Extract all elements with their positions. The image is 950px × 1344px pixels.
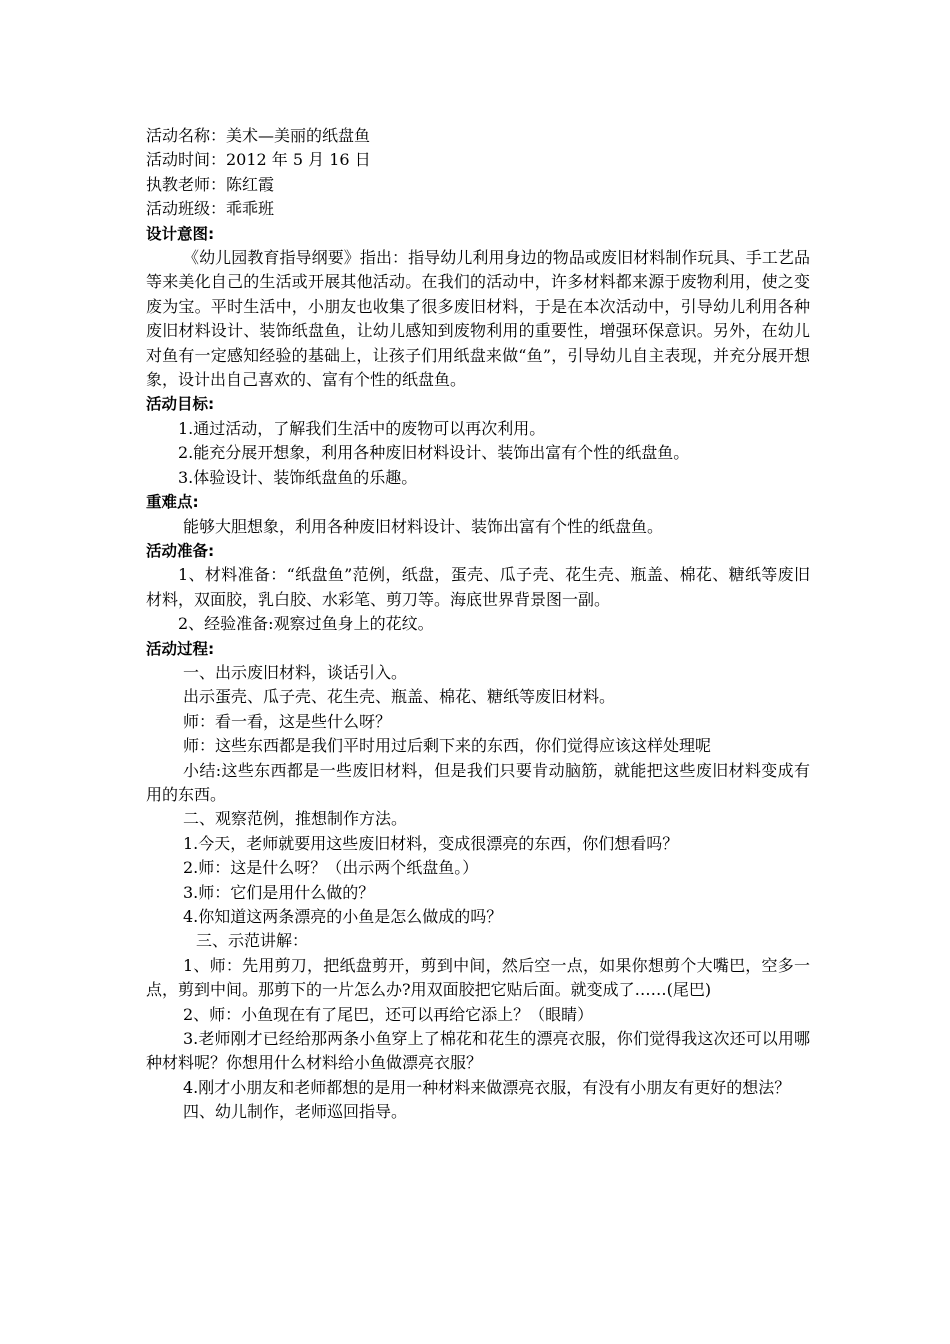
activity-teacher: 执教老师：陈红霞 [146,174,275,194]
step1-line: 师：这些东西都是我们平时用过后剩下来的东西，你们觉得应该这样处理呢 [183,736,712,756]
process-heading: 活动过程: [146,639,215,658]
step3-paragraph: 2、师：小鱼现在有了尾巴，还可以再给它添上？（眼睛） [183,1004,594,1024]
step3-title: 三、示范讲解： [196,931,309,951]
step2-line: 3.师：它们是用什么做的？ [183,882,375,902]
design-text: 《幼儿园教育指导纲要》指出：指导幼儿利用身边的物品或废旧材料制作玩具、手工艺品等来美化自己的生活或开展其他活动。在我们的活动中，许多材料都来源于废物利用，使之变废为宝。平时生活中，小朋友也收集了很多废旧材料，于是在本次活动中，引导幼儿利用各种废旧材料设计、装饰纸盘鱼，让幼儿感知到废物利用的重要性，增强环保意识。另外，在幼儿对鱼有一定感知经验的基础上，让孩子们用纸盘来做“鱼”，引导幼儿自主表现，并充分展开想象，设计出自己喜欢的、富有个性的纸盘鱼。 [146,248,810,390]
step1-line: 师：看一看，这是些什么呀？ [183,711,392,731]
activity-class: 活动班级：乖乖班 [146,199,275,219]
document-page [146,124,810,1125]
step3-paragraph: 3.老师刚才已经给那两条小鱼穿上了棉花和花生的漂亮衣服，你们觉得我这次还可以用哪种材料呢？你想用什么材料给小鱼做漂亮衣服？ [146,1029,810,1073]
step3-paragraph: 1、师：先用剪刀，把纸盘剪开，剪到中间，然后空一点，如果你想剪个大嘴巴，空多一点，剪到中间。那剪下的一片怎么办?用双面胶把它贴后面。就变成了……(尾巴) [146,955,810,1000]
activity-name: 活动名称：美术—美丽的纸盘鱼 [146,126,371,145]
step2-line: 4.你知道这两条漂亮的小鱼是怎么做成的吗？ [183,907,503,926]
step4-title: 四、幼儿制作，老师巡回指导。 [183,1102,408,1122]
step1-summary: 小结:这些东西都是一些废旧材料，但是我们只要肯动脑筋，就能把这些废旧材料变成有用的东西。 [146,760,810,804]
goal-item: 3.体验设计、装饰纸盘鱼的乐趣。 [178,467,418,487]
activity-time: 活动时间：2012 年 5 月 16 日 [146,150,371,170]
step1-title: 一、出示废旧材料，谈话引入。 [183,662,408,682]
step1-line: 出示蛋壳、瓜子壳、花生壳、瓶盖、棉花、糖纸等废旧材料。 [183,687,616,707]
step2-line: 1.今天，老师就要用这些废旧材料，变成很漂亮的东西，你们想看吗？ [183,833,679,853]
step2-title: 二、观察范例，推想制作方法。 [183,809,408,829]
goal-item: 2.能充分展开想象，利用各种废旧材料设计、装饰出富有个性的纸盘鱼。 [178,443,690,463]
goal-item: 1.通过活动，了解我们生活中的废物可以再次利用。 [178,418,546,438]
prep-material: 1、材料准备：“纸盘鱼”范例，纸盘，蛋壳、瓜子壳、花生壳、瓶盖、棉花、糖纸等废旧材料，双面胶，乳白胶、水彩笔、剪刀等。海底世界背景图一副。 [146,565,810,609]
prep-experience: 2、经验准备:观察过鱼身上的花纹。 [178,614,434,634]
design-heading: 设计意图: [146,224,215,243]
key-heading: 重难点: [146,493,199,512]
step2-line: 2.师：这是什么呀？（出示两个纸盘鱼。） [183,858,479,878]
step3-paragraph: 4.刚才小朋友和老师都想的是用一种材料来做漂亮衣服，有没有小朋友有更好的想法？ [183,1077,791,1097]
goals-heading: 活动目标: [146,395,215,414]
prep-heading: 活动准备: [146,541,215,560]
key-text: 能够大胆想象，利用各种废旧材料设计、装饰出富有个性的纸盘鱼。 [183,516,664,536]
